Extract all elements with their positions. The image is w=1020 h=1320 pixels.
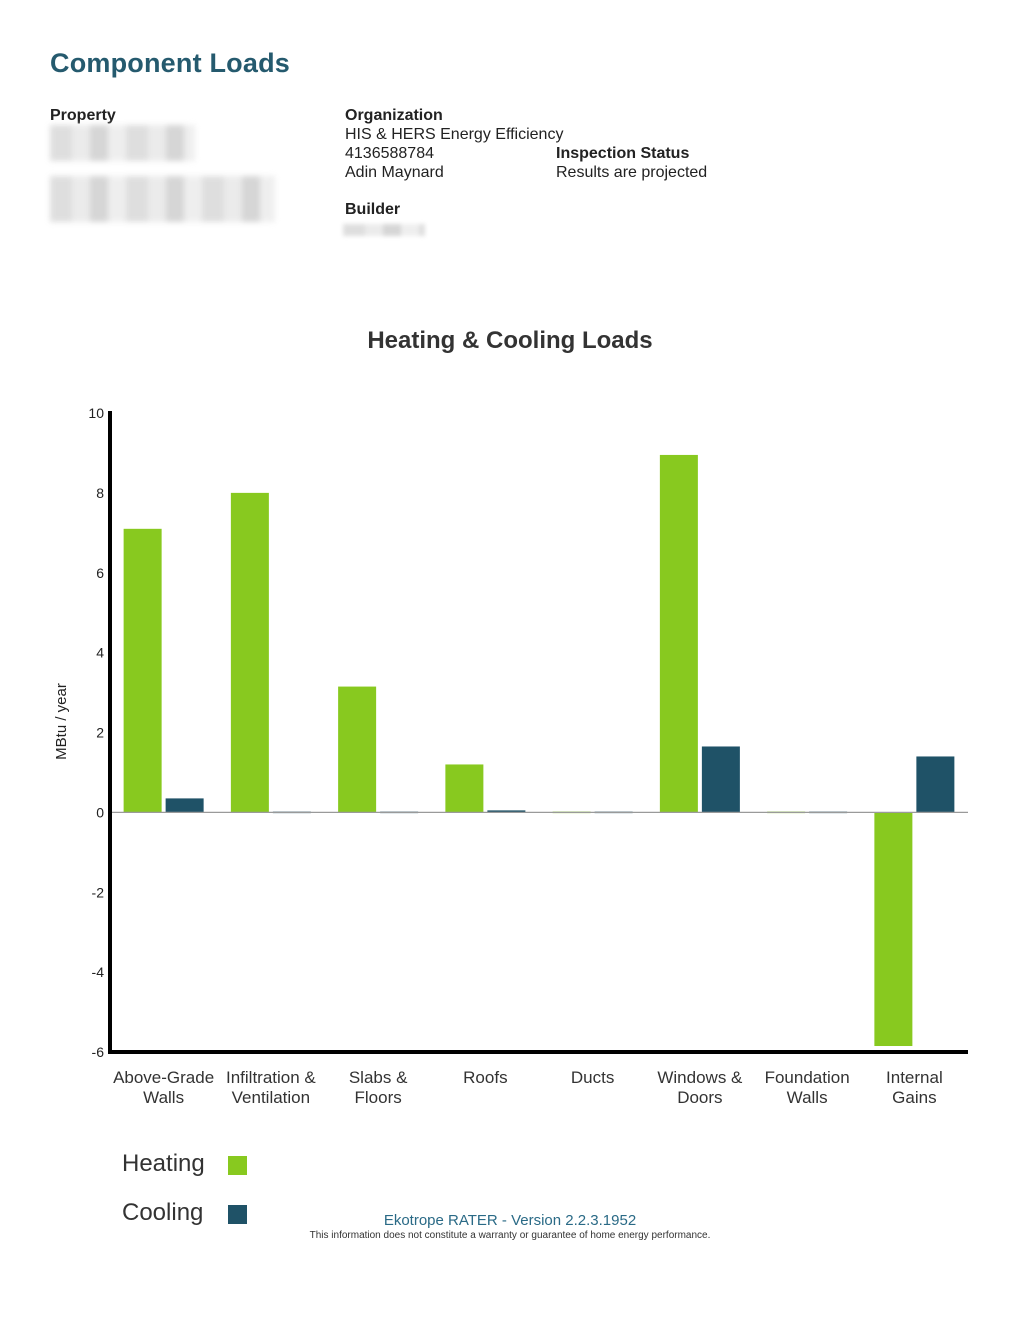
property-label: Property — [50, 107, 116, 124]
footer-disclaimer: This information does not constitute a warranty or guarantee of home energy performance. — [309, 1230, 711, 1241]
property-address-redacted — [50, 125, 195, 161]
organization-block — [345, 106, 564, 182]
x-tick-label: Floors — [354, 1088, 402, 1107]
organization-phone: 4136588784 — [345, 145, 434, 162]
bar-cooling-7 — [916, 756, 954, 812]
bar-heating-3 — [445, 764, 483, 812]
y-tick-label: -6 — [91, 1044, 104, 1060]
x-tick-label: Infiltration & — [225, 1068, 316, 1087]
y-tick-label: 4 — [96, 644, 104, 661]
inspection-status-label: Inspection Status — [556, 145, 690, 162]
x-tick-label: Foundation — [764, 1068, 850, 1087]
bar-heating-1 — [231, 493, 269, 813]
x-tick-label: Above-Grade — [113, 1068, 215, 1087]
y-tick-label: -2 — [91, 884, 104, 901]
x-tick-label: Walls — [143, 1088, 185, 1107]
bar-cooling-5 — [702, 746, 740, 812]
organization-name: HIS & HERS Energy Efficiency — [345, 126, 564, 143]
bars-layer — [124, 455, 955, 1046]
heating-cooling-bar-chart — [0, 390, 1020, 1120]
property-block — [50, 106, 116, 125]
x-tick-label: Walls — [786, 1088, 828, 1107]
bar-cooling-0 — [166, 798, 204, 812]
page-title: Component Loads — [50, 48, 290, 78]
bar-heating-0 — [124, 529, 162, 813]
labels-layer — [53, 405, 943, 1107]
builder-block — [345, 200, 400, 219]
y-tick-label: 6 — [96, 564, 104, 581]
builder-label: Builder — [345, 201, 401, 218]
footer-version: Ekotrope RATER - Version 2.2.3.1952 — [383, 1212, 637, 1229]
y-axis-label: MBtu / year — [53, 683, 70, 760]
inspection-status-value: Results are projected — [556, 164, 708, 181]
y-tick-label: 0 — [96, 804, 104, 821]
y-tick-label: 2 — [96, 724, 104, 741]
bar-heating-2 — [338, 687, 376, 813]
legend-label-heating: Heating — [122, 1150, 205, 1177]
builder-name-redacted — [343, 224, 425, 236]
x-tick-label: Internal — [886, 1068, 943, 1087]
x-tick-label: Slabs & — [348, 1068, 408, 1087]
x-tick-label: Doors — [677, 1088, 723, 1107]
x-tick-label: Ventilation — [231, 1088, 311, 1107]
y-tick-label: 8 — [96, 484, 104, 501]
organization-label: Organization — [345, 107, 443, 124]
y-tick-label: 10 — [88, 405, 104, 421]
x-tick-label: Ducts — [570, 1068, 615, 1087]
x-tick-label: Roofs — [463, 1068, 508, 1087]
property-city-redacted — [50, 176, 275, 222]
x-tick-label: Windows & — [657, 1068, 743, 1087]
y-tick-label: -4 — [91, 964, 104, 981]
inspection-status-block — [556, 144, 707, 182]
bar-heating-5 — [660, 455, 698, 812]
legend-label-cooling: Cooling — [122, 1199, 204, 1226]
chart-title: Heating & Cooling Loads — [367, 327, 653, 354]
legend-swatch-heating — [228, 1156, 247, 1175]
bar-heating-7 — [874, 812, 912, 1046]
x-tick-label: Gains — [892, 1088, 937, 1107]
organization-contact: Adin Maynard — [345, 164, 444, 181]
